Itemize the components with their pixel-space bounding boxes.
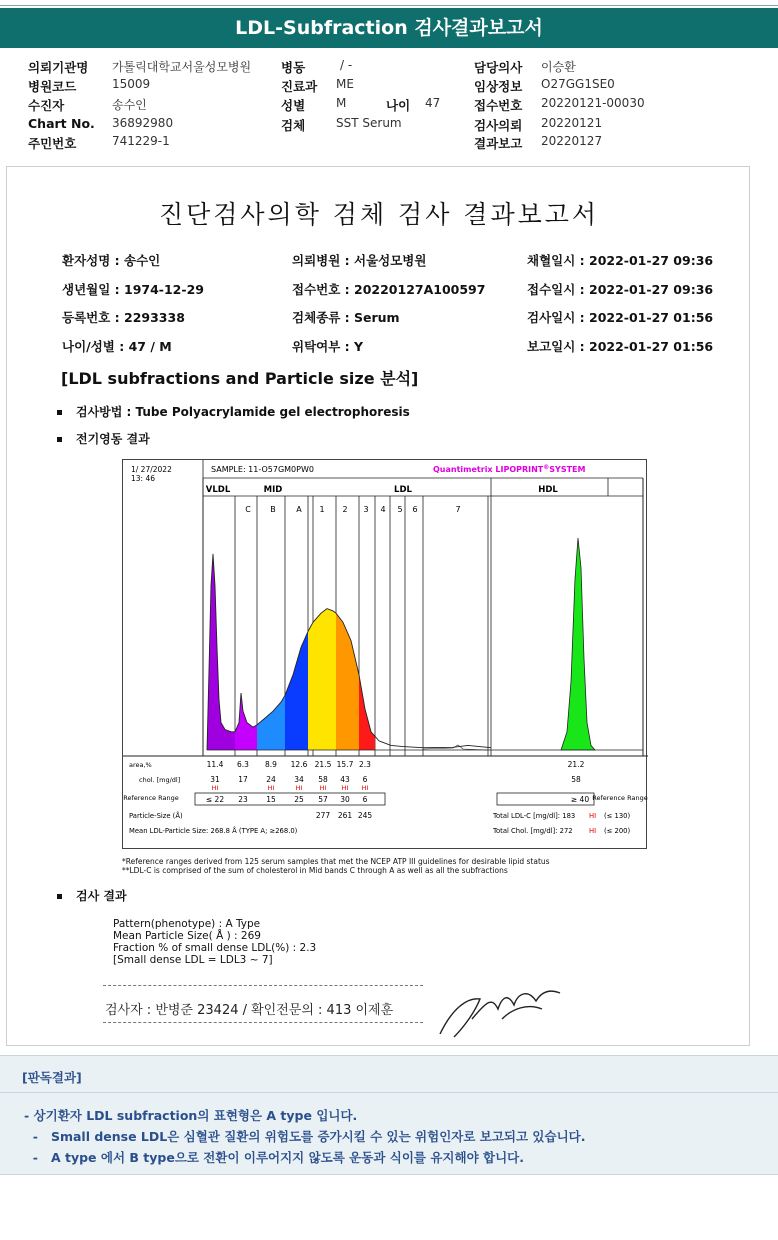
total-chol-flag: HI <box>589 827 597 835</box>
total-chol-label: Total Chol. [mg/dl]: 272 <box>493 827 573 835</box>
hi-flag: HI <box>295 784 303 792</box>
bullet-icon <box>57 894 62 899</box>
hi-flag: HI <box>341 784 349 792</box>
band-label: 7 <box>455 505 461 514</box>
chart-brand <box>433 464 586 474</box>
mid-b-area <box>257 695 285 750</box>
patient-field: 등록번호 : 2293338 <box>62 310 185 325</box>
particle-size-value: 277 <box>315 811 331 820</box>
info-label: 성별 <box>281 98 306 113</box>
result-line: [Small dense LDL = LDL3 ~ 7] <box>113 954 273 966</box>
result-heading-text: 검사 결과 <box>76 889 127 903</box>
area-pct-label: area,% <box>129 761 152 769</box>
info-label: 임상정보 <box>474 79 523 94</box>
info-label: 병동 <box>281 60 306 75</box>
signature-rule <box>103 1022 423 1023</box>
chart-brand-name: Quantimetrix LIPOPRINT <box>433 465 544 474</box>
patient-field: 환자성명 : 송수인 <box>62 253 161 268</box>
group-label-mid: MID <box>263 485 283 495</box>
patient-field: 나이/성별 : 47 / M <box>62 339 172 354</box>
patient-field: 검사일시 : 2022-01-27 01:56 <box>527 310 714 325</box>
total-ldl-label: Total LDL-C [mg/dl]: 183 <box>493 812 576 820</box>
section-title: [LDL subfractions and Particle size 분석] <box>61 369 419 388</box>
info-value: M <box>336 96 347 110</box>
info-label: 수진자 <box>28 98 65 113</box>
band-label: B <box>270 505 276 514</box>
band-label: 1 <box>319 505 325 514</box>
reference-value: 6 <box>362 795 368 804</box>
band-label: 6 <box>412 505 418 514</box>
band-label: A <box>296 505 302 514</box>
report-title: 진단검사의학 검체 검사 결과보고서 <box>158 200 600 229</box>
patient-field: 검체종류 : Serum <box>292 310 400 325</box>
info-label: 접수번호 <box>474 98 523 113</box>
area-pct-value: 8.9 <box>265 760 277 769</box>
result-line: Fraction % of small dense LDL(%) : 2.3 <box>113 942 317 954</box>
patient-field: 접수일시 : 2022-01-27 09:36 <box>527 282 714 297</box>
chart-date: 1/ 27/2022 <box>131 465 172 474</box>
chol-label: chol. [mg/dl] <box>139 776 181 784</box>
embedded-report-image <box>6 166 750 1046</box>
hi-flag: HI <box>319 784 327 792</box>
chart-time: 13: 46 <box>131 474 155 483</box>
chol-value: 24 <box>266 775 276 784</box>
lipoprint-chart <box>122 459 647 849</box>
info-value: ME <box>336 77 354 91</box>
area-pct-value: 2.3 <box>359 760 371 769</box>
patient-field: 보고일시 : 2022-01-27 01:56 <box>527 339 714 354</box>
area-pct-value: 6.3 <box>237 760 249 769</box>
reference-value: 23 <box>238 795 248 804</box>
info-value: 36892980 <box>112 116 174 130</box>
info-value: SST Serum <box>336 116 402 130</box>
result-line: Mean Particle Size( Å ) : 269 <box>113 930 261 942</box>
interpretation-line: - Small dense LDL은 심혈관 질환의 위험도를 증가시킬 수 있는 위험인자로 보고되고 있습니다. <box>24 1129 586 1144</box>
chol-value: 17 <box>238 775 248 784</box>
interpretation-divider <box>0 1092 778 1093</box>
result-heading <box>57 887 127 904</box>
particle-size-value: 261 <box>337 811 353 820</box>
group-label-hdl: HDL <box>538 485 558 495</box>
signature-text: 검사자 : 반병준 23424 / 확인전문의 : 413 이제훈 <box>105 1003 394 1018</box>
interpretation-line: - A type 에서 B type으로 전환이 이루어지지 않도록 운동과 식이를 유지해야 합니다. <box>24 1150 524 1165</box>
total-ldl-ref: (≤ 130) <box>604 812 631 820</box>
report-header-title: LDL-Subfraction 검사결과보고서 <box>235 17 543 39</box>
info-label: 결과보고 <box>474 136 523 151</box>
chol-value: 43 <box>340 775 350 784</box>
hdl-area-pct-value: 21.2 <box>567 760 585 769</box>
mid-c-area <box>235 693 257 750</box>
signature-scribble-text: Jm <box>492 1027 504 1037</box>
band-label: C <box>245 505 251 514</box>
mid-a-area <box>285 631 308 750</box>
reference-value: 25 <box>294 795 304 804</box>
mean-ldl-size: Mean LDL-Particle Size: 268.8 Å (TYPE A; ≥268.0) <box>129 827 298 835</box>
chol-value: 34 <box>294 775 304 784</box>
particle-size-value: 245 <box>357 811 373 820</box>
hdl-area <box>561 538 595 750</box>
result-line: Pattern(phenotype) : A Type <box>113 918 261 930</box>
patient-field: 접수번호 : 20220127A100597 <box>292 282 486 297</box>
info-value: 741229-1 <box>112 134 170 148</box>
info-label: 담당의사 <box>474 60 523 75</box>
signature-scribble <box>432 979 567 1044</box>
interpretation-panel <box>0 1055 778 1175</box>
bullet-icon <box>57 437 62 442</box>
reference-label <box>123 794 178 802</box>
ldl2-area <box>336 613 359 750</box>
info-label: 나이 <box>386 98 411 113</box>
band-label: 4 <box>380 505 386 514</box>
particle-size-label: Particle-Size (Å) <box>129 812 183 820</box>
band-label: 2 <box>342 505 348 514</box>
info-value: 송수인 <box>112 98 147 112</box>
ldl1-area <box>308 609 336 750</box>
request-info <box>0 55 778 155</box>
area-pct-value: 21.5 <box>314 760 332 769</box>
total-chol-ref: (≤ 200) <box>604 827 631 835</box>
bullet-icon <box>57 410 62 415</box>
footnote: **LDL-C is comprised of the sum of cholesterol in Mid bands C through A as well as all the subfractions <box>122 866 508 875</box>
patient-field: 위탁여부 : Y <box>292 339 364 354</box>
info-label: 주민번호 <box>28 136 77 151</box>
info-value: 가톨릭대학교서울성모병원 <box>112 60 252 74</box>
chol-value: 6 <box>362 775 368 784</box>
reference-label-text: Reference Range <box>123 794 179 802</box>
info-value: 20220121-00030 <box>541 96 645 110</box>
info-value: 15009 <box>112 77 151 91</box>
group-label-vldl: VLDL <box>205 485 231 495</box>
top-rule <box>0 0 778 6</box>
method-line <box>57 403 410 420</box>
info-value: O27GG1SE0 <box>541 77 615 91</box>
reference-value: ≤ 22 <box>205 795 225 804</box>
electro-heading-text: 전기영동 결과 <box>76 432 150 446</box>
info-label: 검사의뢰 <box>474 118 523 133</box>
area-pct-value: 12.6 <box>290 760 308 769</box>
hi-flag: HI <box>211 784 219 792</box>
patient-field: 의뢰병원 : 서울성모병원 <box>292 253 427 268</box>
band-label: 5 <box>397 505 403 514</box>
info-label: Chart No. <box>28 116 95 131</box>
info-label: 진료과 <box>281 79 318 94</box>
footnote: *Reference ranges derived from 125 serum samples that met the NCEP ATP III guidelines for desirable lipid status <box>122 857 550 866</box>
interpretation-heading: [판독결과] <box>22 1070 82 1085</box>
signature-rule <box>103 985 423 986</box>
chol-value: 31 <box>210 775 220 784</box>
electrophoresis-chart <box>123 460 648 850</box>
method-text: 검사방법 : Tube Polyacrylamide gel electrophoresis <box>76 405 410 419</box>
hdl-reference-label: Reference Range <box>592 794 648 802</box>
info-value: / - <box>340 58 353 72</box>
reference-value: 30 <box>340 795 350 804</box>
hi-flag: HI <box>267 784 275 792</box>
interpretation-line: - 상기환자 LDL subfraction의 표현형은 A type 입니다. <box>24 1108 358 1123</box>
chol-value: 58 <box>318 775 328 784</box>
info-value: 이승환 <box>541 60 576 74</box>
total-ldl-flag: HI <box>589 812 597 820</box>
info-label: 병원코드 <box>28 79 77 94</box>
hi-flag: HI <box>361 784 369 792</box>
info-value: 20220121 <box>541 116 603 130</box>
electro-heading <box>57 430 150 447</box>
patient-field: 채혈일시 : 2022-01-27 09:36 <box>527 253 714 268</box>
chart-sample: SAMPLE: 11-O57GM0PW0 <box>211 465 314 474</box>
area-pct-value: 15.7 <box>336 760 354 769</box>
reference-value: 15 <box>266 795 276 804</box>
report-header <box>0 8 778 48</box>
info-label: 검체 <box>281 118 306 133</box>
info-label: 의뢰기관명 <box>28 60 89 75</box>
patient-field: 생년월일 : 1974-12-29 <box>62 282 204 297</box>
reference-value: 57 <box>318 795 328 804</box>
hdl-reference-value: ≥ 40 <box>570 795 590 804</box>
hdl-chol-value: 58 <box>571 775 581 784</box>
group-label-ldl: LDL <box>394 485 412 495</box>
info-value: 47 <box>425 96 441 110</box>
band-label: 3 <box>363 505 369 514</box>
info-value: 20220127 <box>541 134 603 148</box>
chart-brand-mark: ® <box>543 464 550 471</box>
chart-brand-suffix: SYSTEM <box>549 465 586 474</box>
area-pct-value: 11.4 <box>206 760 224 769</box>
